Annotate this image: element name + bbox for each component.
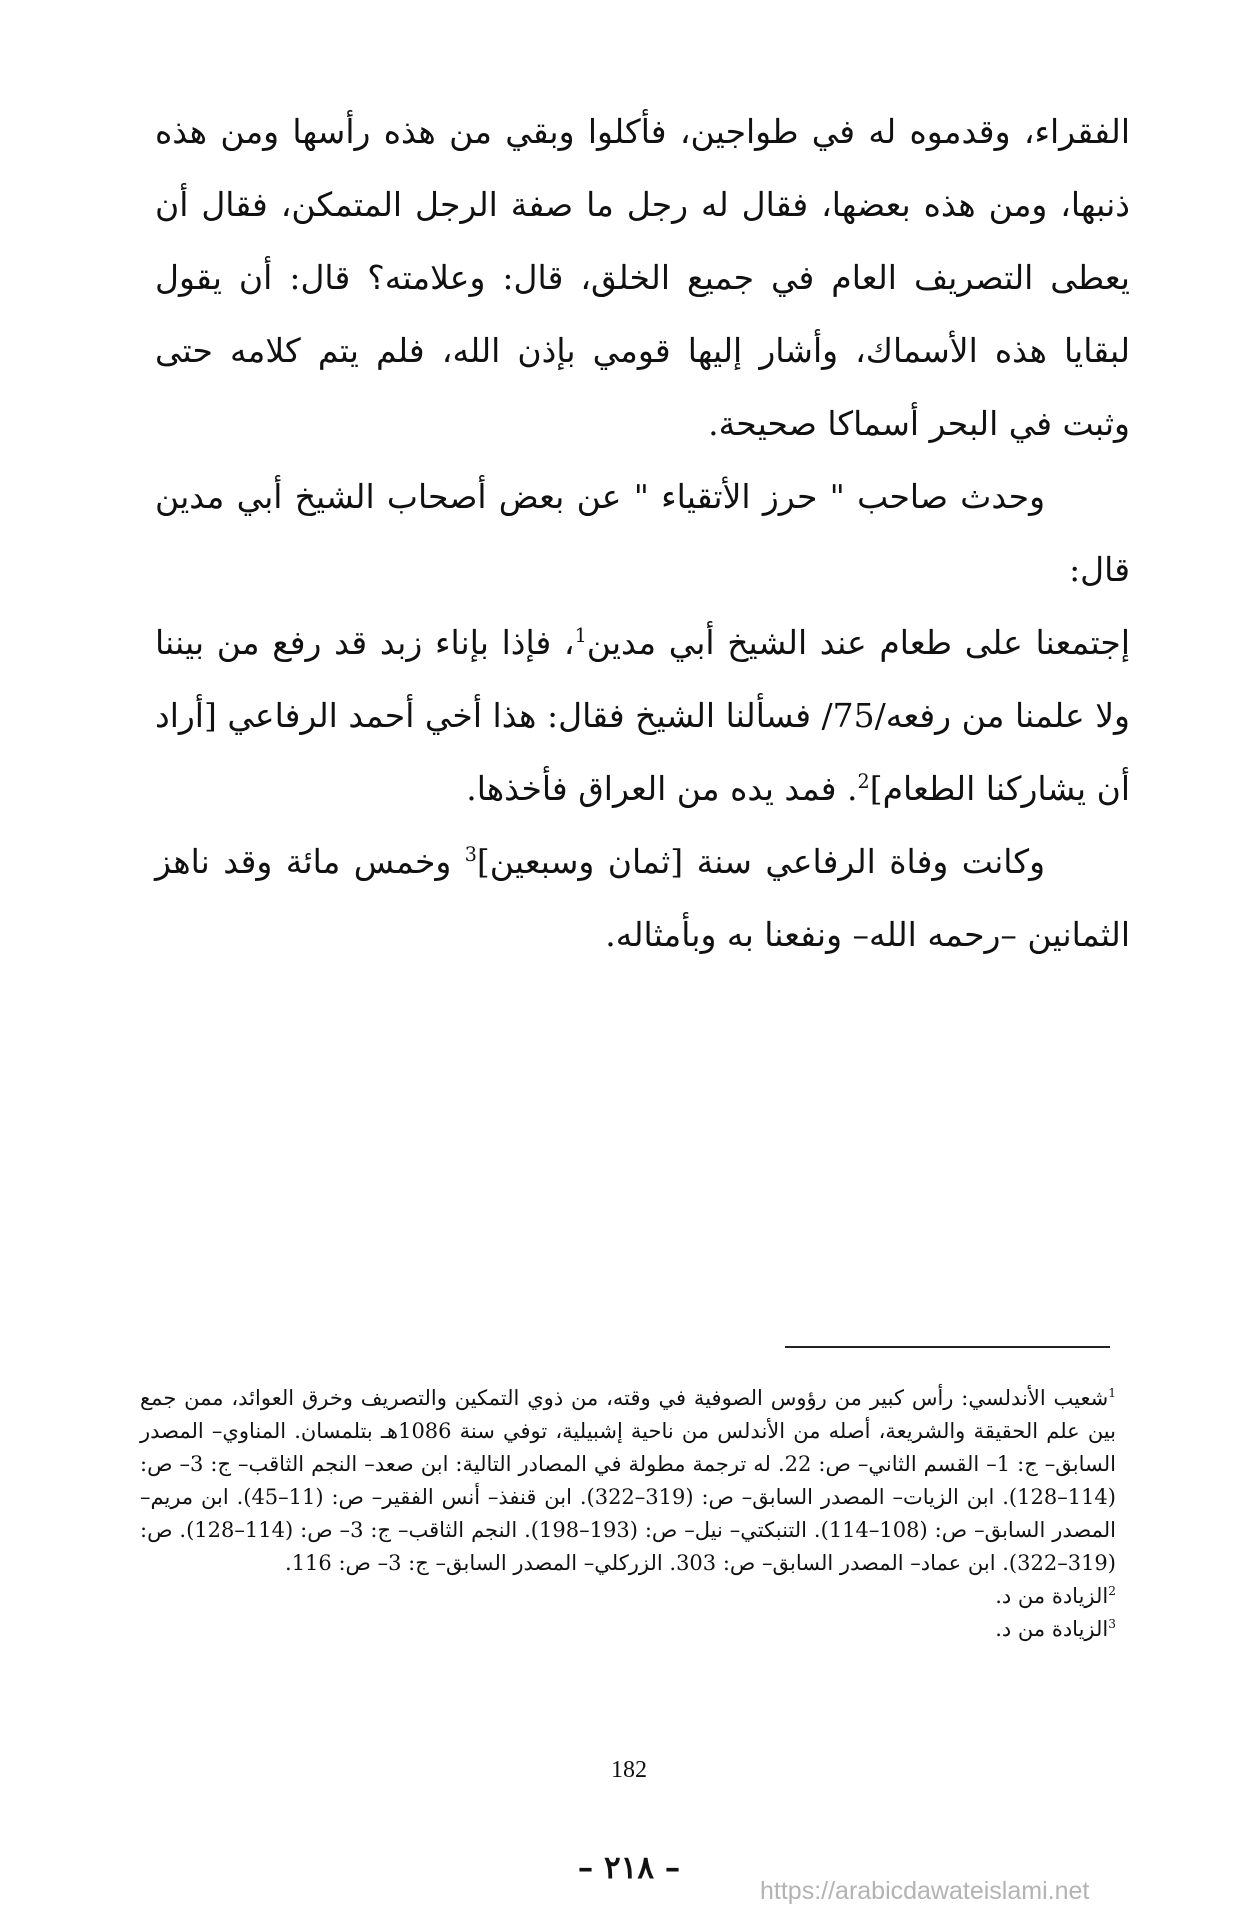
footnote-reference: 3 [464, 843, 477, 866]
paragraph-text: ، فإذا بإناء زبد قد رفع من بيننا ولا علمنا من رفعه/75/ فسألنا الشيخ فقال: هذا أخي أحمد الرفاعي [أراد أن يشاركنا الطعام] [155, 623, 1130, 808]
body-paragraph [155, 460, 1130, 606]
body-paragraph [155, 95, 1130, 460]
body-paragraph [155, 825, 1130, 971]
paragraph-text: . فمد يده من العراق فأخذها. [466, 769, 858, 808]
footnote-separator [785, 1346, 1110, 1348]
paragraph-text: وخمس مائة وقد ناهز الثمانين –رحمه الله– ونفعنا به وبأمثاله. [155, 842, 1130, 954]
footnote-item [140, 1580, 1116, 1613]
footnote-marker: 1 [1108, 1386, 1116, 1400]
footnote-item [140, 1382, 1116, 1580]
watermark-url: https://arabicdawateislami.net [760, 1877, 1090, 1905]
main-text [155, 95, 1130, 971]
footnote-reference: 1 [574, 624, 587, 647]
footnote-marker: 2 [1108, 1584, 1116, 1598]
paragraph-text: وحدث صاحب " حرز الأتقياء " عن بعض أصحاب الشيخ أبي مدين قال: [155, 477, 1130, 589]
footnote-text: الزيادة من د. [995, 1617, 1109, 1641]
footnote-text: الزيادة من د. [995, 1584, 1109, 1608]
page-number: 182 [611, 1757, 647, 1783]
footnote-item [140, 1613, 1116, 1646]
book-page-number: – ٢١٨ – [577, 1850, 681, 1886]
footnote-text: شعيب الأندلسي: رأس كبير من رؤوس الصوفية في وقته، من ذوي التمكين والتصريف وخرق العوائد، ممن جمع بين علم الحقيقة والشريعة، أصله من الأندلس من ناحية إشبيلية، توفي سنة 1086هـ بتلمسان. المناوي– المصدر السابق– ج: 1– القسم الثاني– ص: 22. له ترجمة مطولة في المصادر التالية: ابن صعد– النجم الثاقب– ج: 3– ص: (114–128). ابن الزيات– المصدر السابق– ص: (319–322). ابن قنفذ– أنس الفقير– ص: (11–45). ابن مريم– المصدر السابق– ص: (108–114). التنبكتي– نيل– ص: (193–198). النجم الثاقب– ج: 3– ص: (114–128). ص: (319–322). ابن عماد– المصدر السابق– ص: 303. الزركلي– المصدر السابق– ج: 3– ص: 116. [140, 1386, 1116, 1575]
paragraph-text: الفقراء، وقدموه له في طواجين، فأكلوا وبقي من هذه رأسها ومن هذه ذنبها، ومن هذه بعضها، فقال له رجل ما صفة الرجل المتمكن، فقال أن يعطى التصريف العام في جميع الخلق، قال: وعلامته؟ قال: أن يقول لبقايا هذه الأسماك، وأشار إليها قومي بإذن الله، فلم يتم كلامه حتى وثبت في البحر أسماكا صحيحة. [155, 112, 1130, 443]
footnote-reference: 2 [857, 770, 870, 793]
paragraph-text: إجتمعنا على طعام عند الشيخ أبي مدين [586, 623, 1130, 662]
footnote-marker: 3 [1108, 1617, 1116, 1631]
footnotes-section [140, 1382, 1116, 1646]
body-paragraph [155, 606, 1130, 825]
paragraph-text: وكانت وفاة الرفاعي سنة [ثمان وسبعين] [476, 842, 1045, 881]
